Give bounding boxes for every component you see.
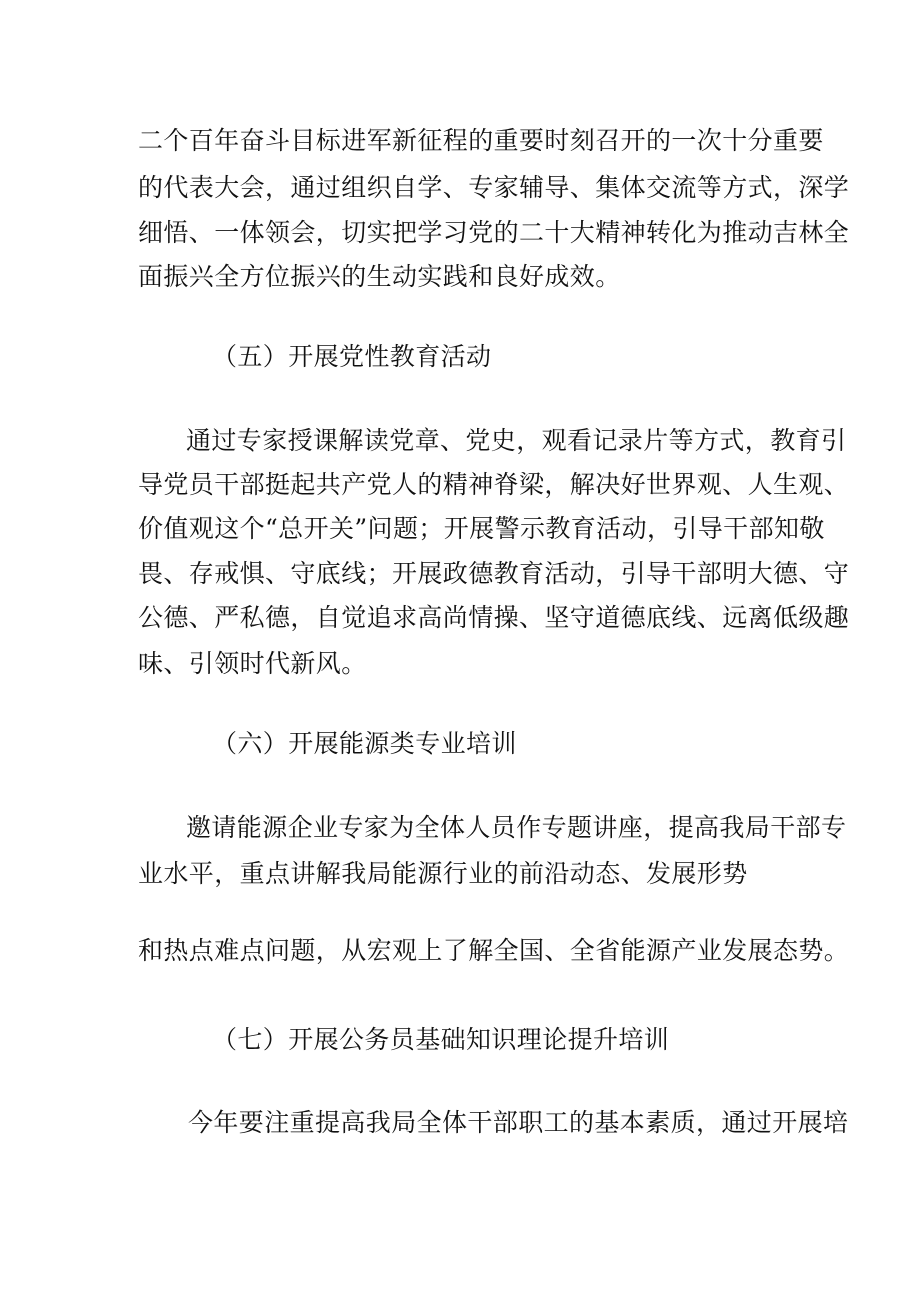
paragraph-line: 公德、严私德，自觉追求高尚情操、坚守道德底线、远离低级趣: [138, 603, 850, 632]
section-heading: （六）开展能源类专业培训: [212, 729, 517, 758]
paragraph-line: 导党员干部挺起共产党人的精神脊梁，解决好世界观、人生观、: [138, 470, 850, 499]
paragraph-line: 今年要注重提高我局全体干部职工的基本素质，通过开展培: [188, 1108, 849, 1137]
paragraph-line: 邀请能源企业专家为全体人员作专题讲座，提高我局干部专: [186, 813, 847, 842]
paragraph-line: 味、引领时代新风。: [138, 649, 367, 678]
paragraph-line: 畏、存戒惧、守底线；开展政德教育活动，引导干部明大德、守: [138, 559, 850, 588]
section-heading: （五）开展党性教育活动: [212, 342, 492, 371]
paragraph-line: 业水平，重点讲解我局能源行业的前沿动态、发展形势: [138, 859, 748, 888]
paragraph-line: 价值观这个“总开关”问题；开展警示教育活动，引导干部知敬: [138, 514, 825, 543]
paragraph-line: 和热点难点问题，从宏观上了解全国、全省能源产业发展态势。: [138, 936, 850, 965]
paragraph-line: 二个百年奋斗目标进军新征程的重要时刻召开的一次十分重要: [138, 126, 824, 155]
section-heading: （七）开展公务员基础知识理论提升培训: [212, 1025, 670, 1054]
paragraph-line: 面振兴全方位振兴的生动实践和良好成效。: [138, 262, 621, 291]
paragraph-line: 细悟、一体领会，切实把学习党的二十大精神转化为推动吉林全: [138, 218, 850, 247]
paragraph-line: 的代表大会，通过组织自学、专家辅导、集体交流等方式，深学: [138, 173, 850, 202]
paragraph-line: 通过专家授课解读党章、党史，观看记录片等方式，教育引: [186, 426, 847, 455]
